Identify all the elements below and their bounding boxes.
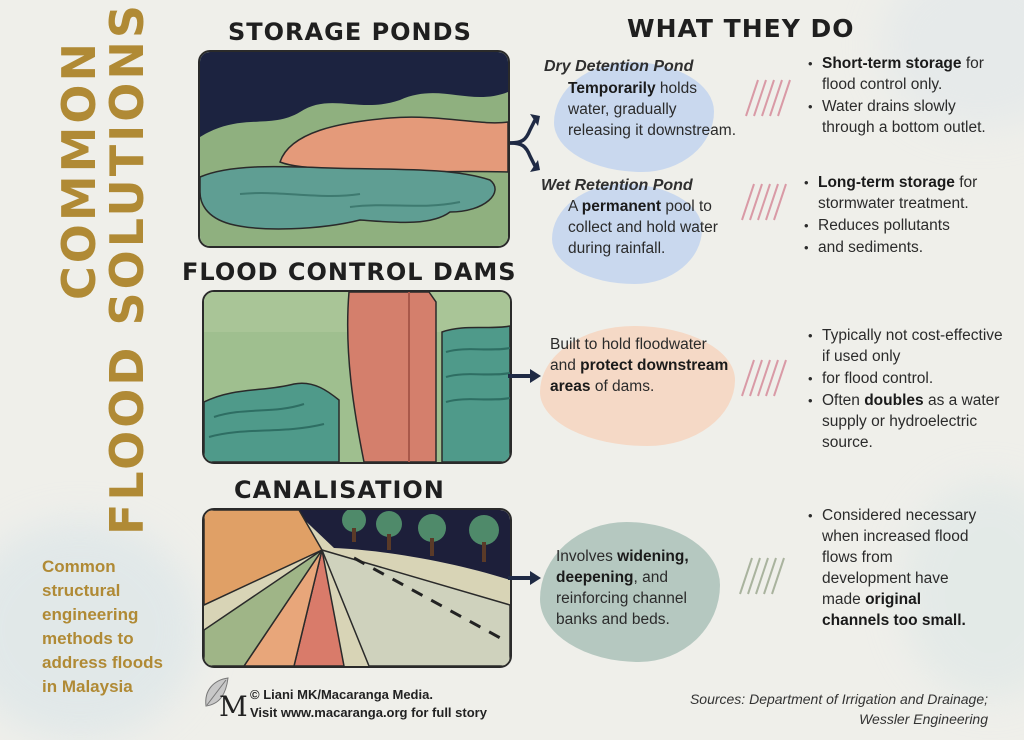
header-canalisation: CANALISATION [234,476,445,504]
bullet-item: • for flood control. [808,368,1008,389]
bullet-item: • Considered necessary when increased flood flows from development have made original channels too small. [808,505,983,631]
dry-pond-title: Dry Detention Pond [544,58,694,75]
sources-text [690,689,988,729]
bullet-item: • Typically not cost-effective if used only [808,325,1008,367]
vertical-title-common: COMMON [52,39,106,300]
dams-description: Built to hold floodwater and protect downstream areas of dams. [550,336,729,395]
hatch-icon-wet [740,182,792,227]
bullet-item: • and sediments. [804,237,1000,258]
sources-line-1: Sources: Department of Irrigation and Drainage; [689,691,988,707]
header-storage-ponds: STORAGE PONDS [228,18,472,46]
canal-description: Involves widening, deepening, and reinforcing channel banks and beds. [556,548,689,628]
fork-arrow-icon [508,112,548,179]
macaranga-logo: M [219,690,248,723]
header-flood-control-dams: FLOOD CONTROL DAMS [182,258,517,286]
bullet-item: • Reduces pollutants [804,215,1000,236]
vertical-title-flood-solutions: FLOOD SOLUTIONS [100,2,154,535]
credit-line-2: Visit www.macaranga.org for full story [250,705,487,720]
dams-arrow-icon [508,368,542,389]
wet-pond-bullets [804,172,1000,259]
dry-pond-description: Temporarily holds water, gradually releasing it downstream. [568,80,736,139]
header-what-they-do: WHAT THEY DO [627,14,855,43]
bullet-item: • Long-term storage for stormwater treatment. [804,172,1000,214]
hatch-icon-canal [738,556,790,601]
storage-ponds-illustration [198,50,510,248]
bullet-item: • Short-term storage for flood control only. [808,53,1004,95]
canal-bullets [808,505,983,632]
canalisation-illustration [202,508,512,668]
side-caption: Common structural engineering methods to address floods in Malaysia [42,557,163,696]
bullet-item: • Water drains slowly through a bottom outlet. [808,96,1004,138]
wet-pond-title: Wet Retention Pond [541,177,693,194]
wet-pond-description: A permanent pool to collect and hold water during rainfall. [568,198,718,257]
dams-bullets [808,325,1008,454]
credit-text [250,686,487,722]
canal-arrow-icon [508,570,542,591]
dry-pond-bullets [808,53,1004,139]
flood-control-dam-illustration [202,290,512,464]
bullet-item: • Often doubles as a water supply or hydroelectric source. [808,390,1008,453]
hatch-icon-dams [740,358,792,403]
sources-line-2: Wessler Engineering [859,711,988,727]
credit-line-1: © Liani MK/Macaranga Media. [250,687,433,702]
hatch-icon-dry [744,78,796,123]
